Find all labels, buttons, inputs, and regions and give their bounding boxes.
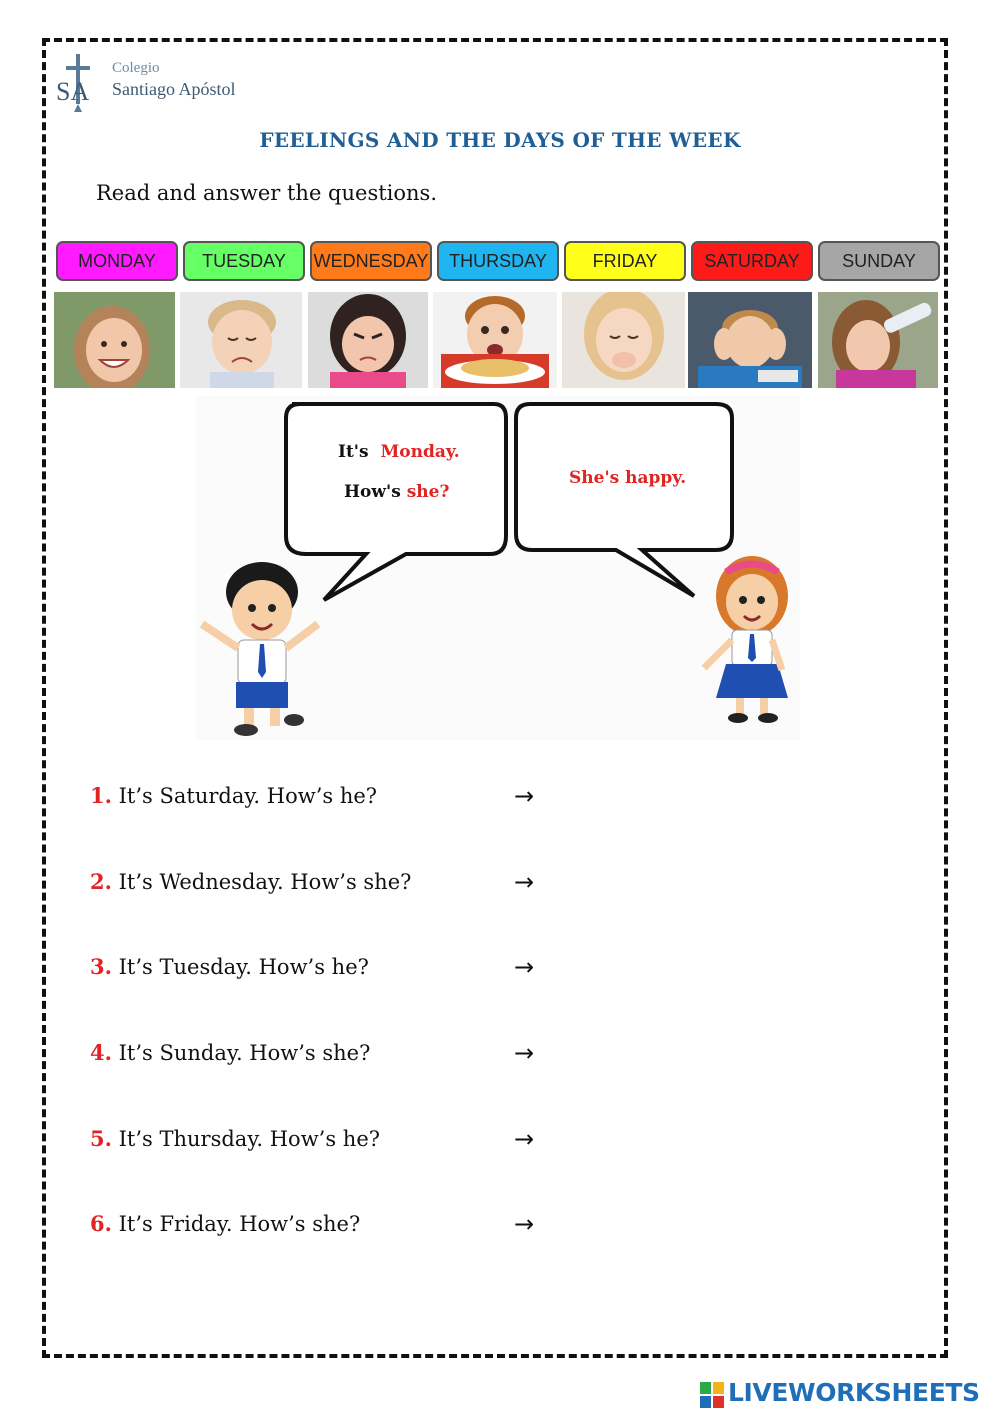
question-6 [90, 1211, 360, 1236]
page-title: FEELINGS AND THE DAYS OF THE WEEK [259, 128, 741, 152]
logo-initials: SA [56, 77, 90, 106]
day-label: FRIDAY [592, 250, 658, 271]
question-number: 2. [90, 869, 112, 894]
answer-arrow-5: → [514, 1125, 535, 1153]
answer-arrow-3: → [514, 953, 535, 981]
question-number: 5. [90, 1126, 112, 1151]
logo-line1: Colegio [112, 60, 160, 76]
day-wednesday [310, 241, 432, 281]
instruction-text: Read and answer the questions. [96, 181, 437, 205]
hungry-boy-photo [433, 292, 557, 388]
left-speech-bubble [286, 404, 506, 600]
answer-arrow-4: → [514, 1039, 535, 1067]
thirsty-girl-photo [818, 292, 938, 388]
schoolboy-illustration [202, 562, 318, 736]
brand-label: LIVEWORKSHEETS [728, 1378, 980, 1407]
question-number: 1. [90, 783, 112, 808]
girl-reply: She's happy. [569, 468, 687, 488]
happy-girl-photo [54, 292, 175, 388]
day-thursday [437, 241, 559, 281]
answer-arrow-1: → [514, 782, 535, 810]
bored-boy-photo [688, 292, 812, 388]
question-1 [90, 783, 377, 808]
day-label: WEDNESDAY [313, 250, 429, 271]
sad-boy-photo [180, 292, 302, 388]
answer-arrow-2: → [514, 868, 535, 896]
right-speech-bubble [516, 404, 732, 596]
question-number: 4. [90, 1040, 112, 1065]
dialogue-scene [196, 396, 800, 740]
boy-line-1-prefix: It's [338, 442, 369, 462]
liveworksheets-brand [700, 1378, 996, 1410]
boy-line-2-prefix: How's [344, 482, 401, 502]
day-label: SATURDAY [704, 250, 800, 271]
question-2 [90, 869, 411, 894]
speech-bubbles-illustration [196, 396, 800, 740]
question-3 [90, 954, 369, 979]
liveworksheets-logo-icon [700, 1382, 724, 1408]
day-label: TUESDAY [202, 250, 286, 271]
days-row [56, 241, 944, 283]
feelings-photos-row [54, 292, 944, 388]
question-text: It’s Sunday. How’s she? [118, 1041, 371, 1065]
question-text: It’s Friday. How’s she? [118, 1212, 361, 1236]
question-text: It’s Wednesday. How’s she? [118, 870, 412, 894]
schoolgirl-illustration [704, 556, 788, 723]
day-label: THURSDAY [449, 250, 547, 271]
day-saturday [691, 241, 813, 281]
school-crest-icon [54, 52, 106, 116]
question-number: 3. [90, 954, 112, 979]
day-friday [564, 241, 686, 281]
question-4 [90, 1040, 370, 1065]
day-sunday [818, 241, 940, 281]
question-text: It’s Thursday. How’s he? [118, 1127, 381, 1151]
question-text: It’s Saturday. How’s he? [118, 784, 378, 808]
day-tuesday [183, 241, 305, 281]
answer-arrow-6: → [514, 1210, 535, 1238]
logo-line2: Santiago Apóstol [112, 79, 236, 99]
day-label: SUNDAY [842, 250, 916, 271]
boy-line-1 [338, 442, 460, 462]
tired-girl-photo [562, 292, 685, 388]
boy-line-2 [344, 482, 449, 502]
day-label: MONDAY [78, 250, 156, 271]
question-number: 6. [90, 1211, 112, 1236]
boy-line-2-pronoun: she? [406, 482, 450, 502]
angry-girl-photo [308, 292, 428, 388]
question-text: It’s Tuesday. How’s he? [118, 955, 369, 979]
question-5 [90, 1126, 380, 1151]
school-logo [54, 52, 254, 116]
boy-line-1-day: Monday. [380, 442, 460, 462]
day-monday [56, 241, 178, 281]
